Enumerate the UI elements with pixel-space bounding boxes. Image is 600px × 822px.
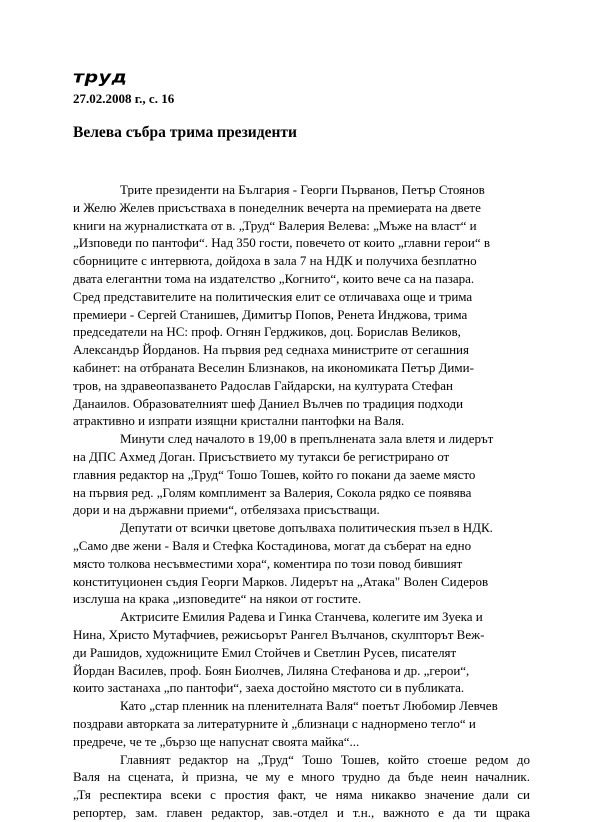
article-paragraph-3: Депутати от всички цветове допълваха политическия пъзел в НДК. „Само две жени - Валя и Стефка Костадинова, могат да съберат на едно място толкова несъвместими хора“, коментира по този повод бившият конституционен съдия Георги Марков. Лидерът на „Атака" Волен Сидеров изслуша на крака „изповедите“ на някои от гостите.: [73, 520, 493, 607]
article-paragraph-2: Минути след началото в 19,00 в препълнената зала влетя и лидерът на ДПС Ахмед Доган. Присъствието му тутакси бе регистрирано от главния редактор на „Труд“ Тошо Тошев, който го покани да заеме място на първия ред. „Голям комплимент за Валерия, Сокола рядко се появява дори и на държавни приеми“, отбелязаха присъстващи.: [73, 431, 494, 518]
article-body: [73, 181, 530, 822]
publication-dateline: 27.02.2008 г., с. 16: [73, 91, 175, 106]
article-paragraph-4: Актрисите Емилия Радева и Гинка Станчева, колегите им Зуека и Нина, Христо Мутафчиев, режисьорът Рангел Вълчанов, скулпторът Веж- ди Рашидов, художниците Емил Стойчев и Светлин Русев, писателят Йордан Василев, проф. Боян Биолчев, Лиляна Стефанова и др. „герои“, които застанаха „по пантофи“, заеха достойно мястото си в публиката.: [73, 609, 485, 696]
article-paragraph-6: Главният редактор на „Труд“ Тошо Тошев, който стоеше редом до Валя на сцената, ѝ призна, че му е много трудно да бъде неин началник. „Тя респектира всеки с простия факт, че няма никакво значение дали си репортер, зам. главен редактор, зав.-отдел и т.н., важното е да ти щрака: [73, 751, 530, 820]
article-paragraph-1: Трите президенти на България - Георги Първанов, Петър Стоянов и Желю Желев присъстваха в понеделник вечерта на премиерата на двете книги на журналистката от в. „Труд“ Валерия Велева: „Мъже на власт“ и „Изповеди по пантофи“. Над 350 гости, повечето от които „главни герои“ в сборниците с интервюта, дойдоха в зала 7 на НДК и получиха безплатно двата елегантни тома на издателство „Когнито“, които вече са на пазара. Сред представителите на политическия елит се отличаваха още и трима премиери - Сергей Станишев, Димитър Попов, Ренета Инджова, трима председатели на НС: проф. Огнян Герджиков, доц. Борислав Великов, Александър Йорданов. На първия ред седнаха министрите от сегашния кабинет: на отбраната Веселин Близнаков, на икономиката Петър Дими- тров, на здравеопазването Радослав Гайдарски, на културата Стефан Данаилов. Образователният шеф Даниел Вълчев по традиция подходи атрактивно и изпрати изящни кристални пантофки на Валя.: [73, 182, 491, 429]
article-paragraph-5: Като „стар пленник на пленителната Валя“ поетът Любомир Левчев поздрави авторката за литературните ѝ „близнаци с наднормено тегло“ и предрече, че те „бързо ще напуснат своята майка“...: [73, 698, 498, 749]
newspaper-logo: труд: [73, 68, 128, 87]
article-title: Велева събра трима президенти: [73, 124, 297, 141]
